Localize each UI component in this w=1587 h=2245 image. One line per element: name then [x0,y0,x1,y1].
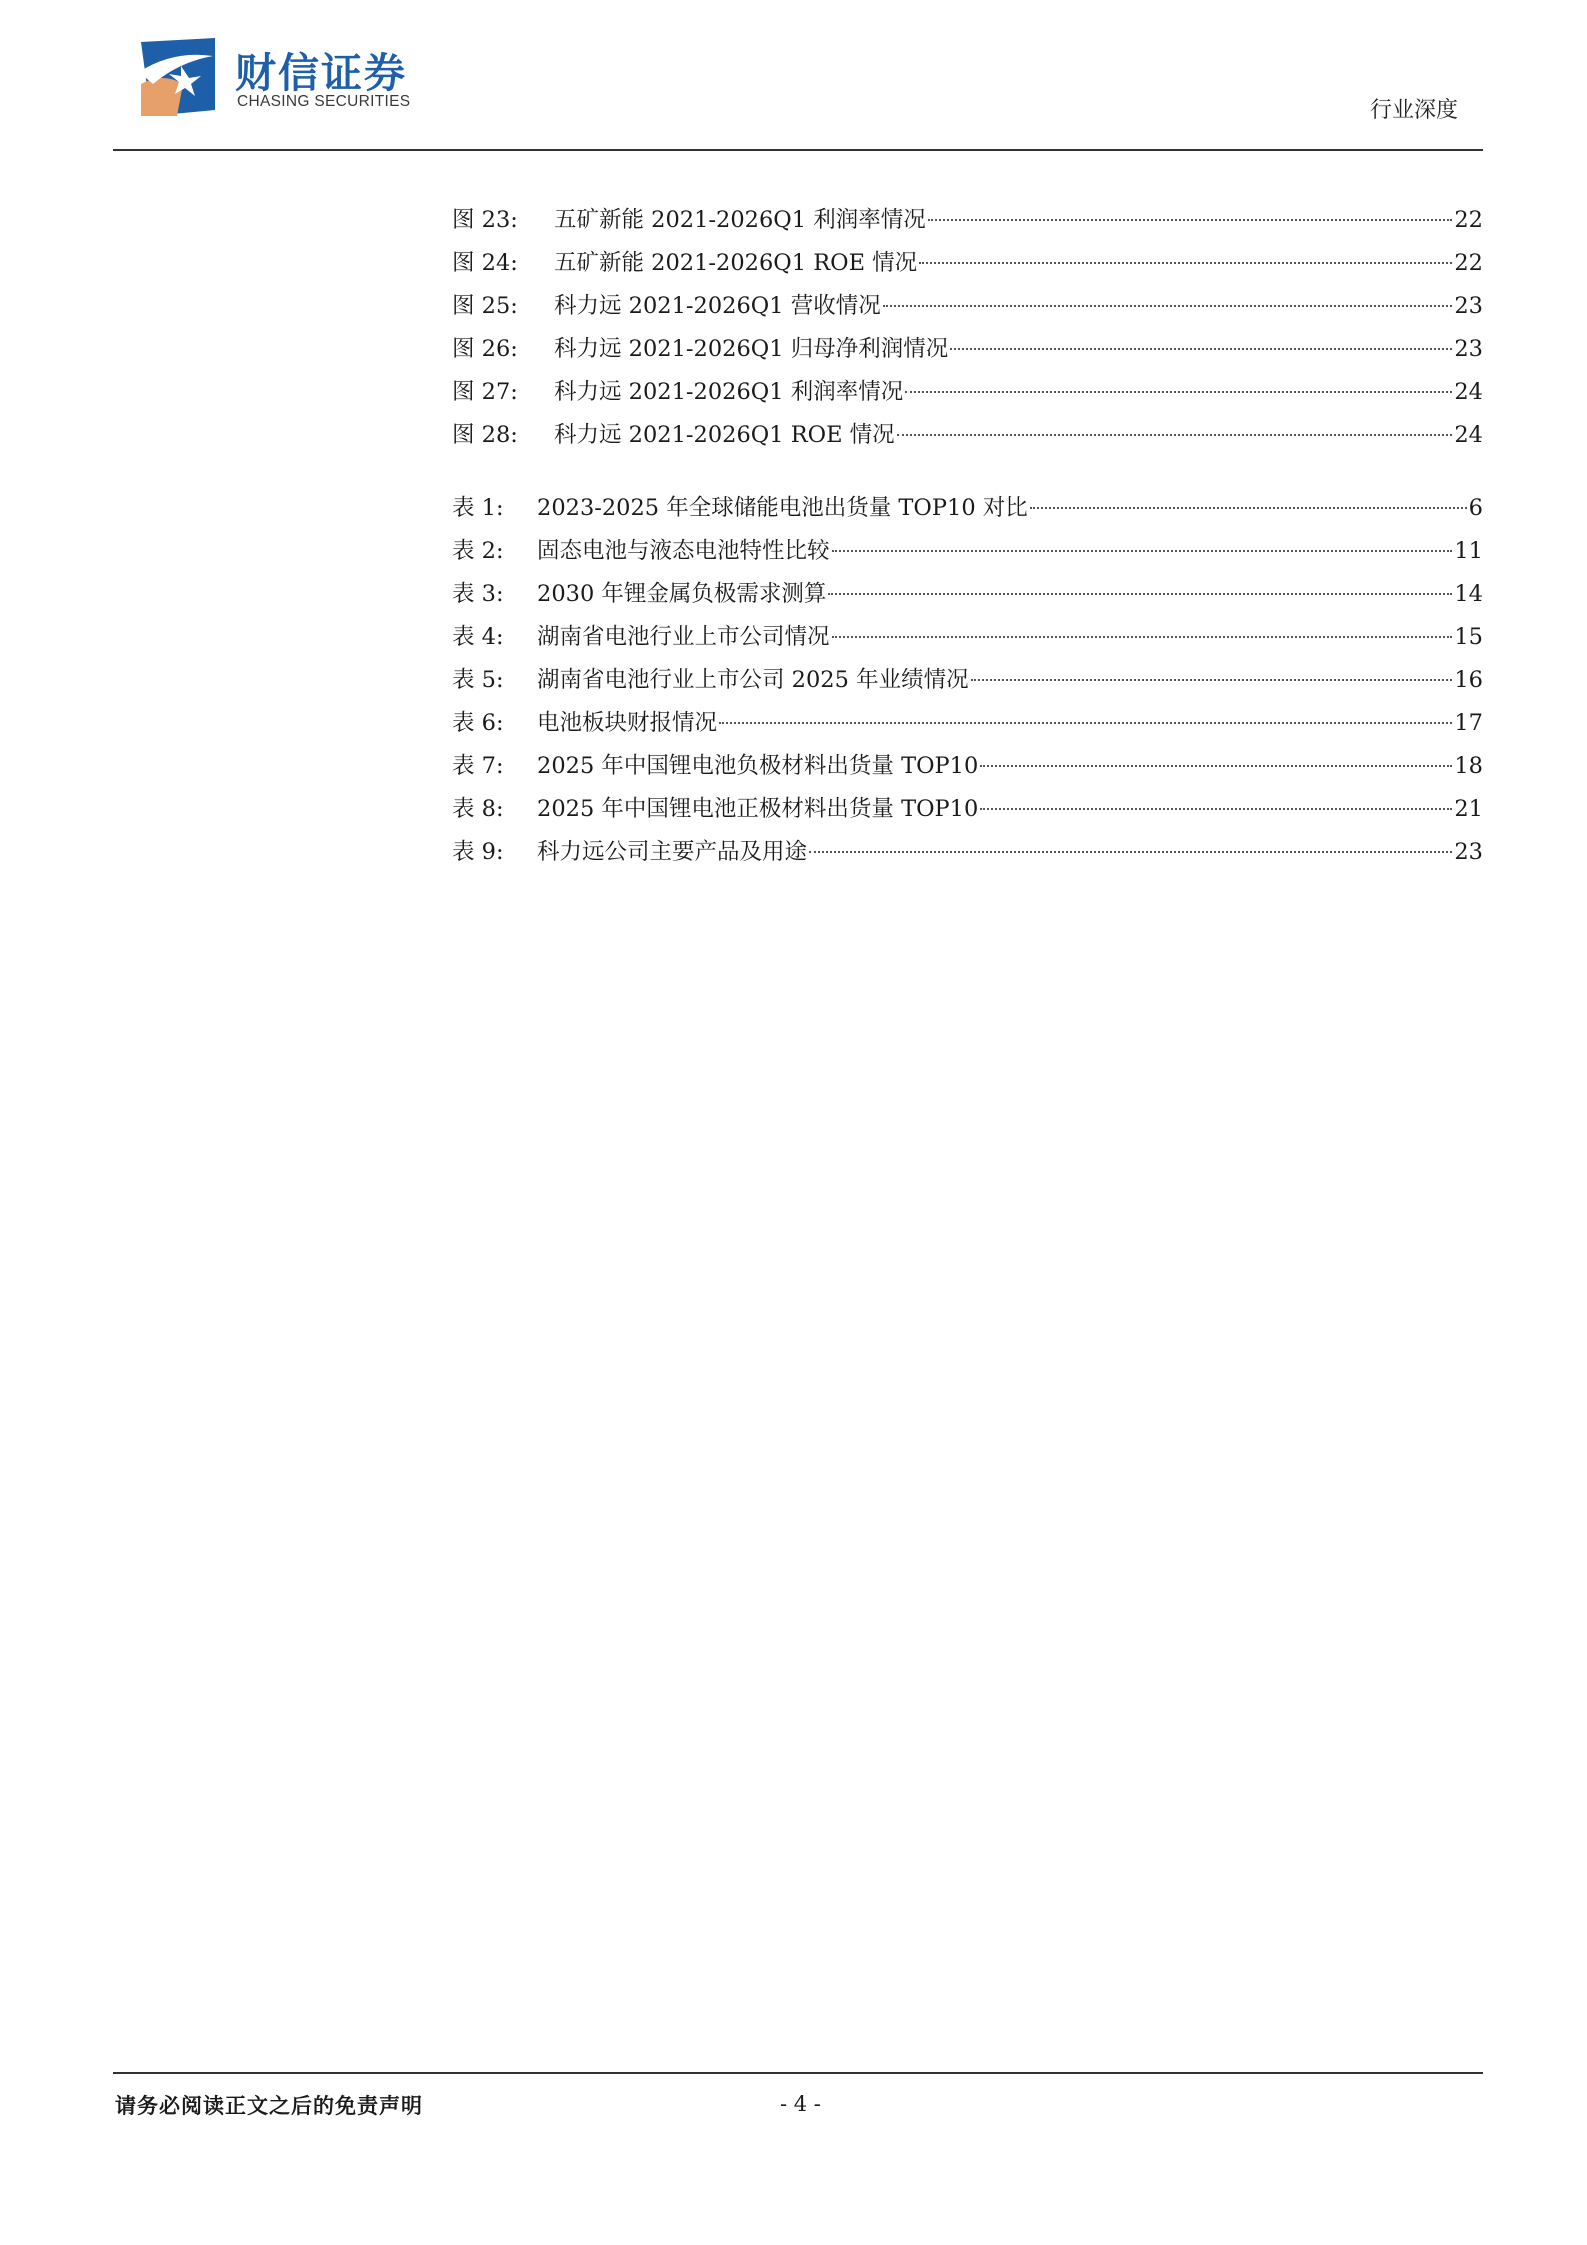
brand-name-en: CHASING SECURITIES [237,93,411,110]
footer-divider [113,2072,1483,2074]
toc-leader-dots [897,434,1453,436]
toc-entry-title: 2023-2025 年全球储能电池出货量 TOP10 对比 [537,495,1028,521]
toc-table-entry[interactable] [452,534,1483,568]
toc-entry-number: 表 2: [452,538,504,564]
toc-table-entry[interactable] [452,663,1483,697]
toc-entry-number: 表 3: [452,581,504,607]
toc-entry-number: 表 1: [452,495,504,521]
toc-figure-entry[interactable] [452,375,1483,409]
toc-entry-title: 湖南省电池行业上市公司情况 [537,624,830,650]
toc-entry-title: 五矿新能 2021-2026Q1 利润率情况 [554,207,926,233]
toc-leader-dots [883,305,1453,307]
page-number: - 4 - [780,2092,821,2116]
toc-entry-number: 表 9: [452,839,504,865]
toc-entry-page: 15 [1454,624,1483,650]
toc-leader-dots [809,851,1452,853]
toc-entry-page: 23 [1454,336,1483,362]
toc-figure-entry[interactable] [452,289,1483,323]
toc-figure-entry[interactable] [452,203,1483,237]
brand-name-cn: 财信证券 [235,49,407,97]
disclaimer-text: 请务必阅读正文之后的免责声明 [115,2093,423,2118]
toc-leader-dots [832,636,1453,638]
toc-leader-dots [971,679,1453,681]
toc-figure-entry[interactable] [452,418,1483,452]
toc-entry-title: 科力远公司主要产品及用途 [537,839,808,865]
toc-entry-page: 6 [1468,495,1483,521]
toc-entry-number: 图 26: [452,336,518,362]
toc-entry-page: 23 [1454,839,1483,865]
toc-entry-page: 23 [1454,293,1483,319]
toc-entry-title: 科力远 2021-2026Q1 营收情况 [554,293,881,319]
toc-leader-dots [1030,507,1467,509]
page-header [113,30,1483,150]
toc-leader-dots [919,262,1452,264]
toc-entry-title: 2030 年锂金属负极需求测算 [537,581,827,607]
toc-table-entry[interactable] [452,491,1483,525]
toc-entry-title: 电池板块财报情况 [537,710,718,736]
toc-entry-title: 科力远 2021-2026Q1 利润率情况 [554,379,904,405]
toc-leader-dots [980,808,1452,810]
toc-entry-number: 图 28: [452,422,518,448]
toc-entry-number: 表 5: [452,667,504,693]
toc-entry-title: 2025 年中国锂电池负极材料出货量 TOP10 [537,753,979,779]
toc-entry-page: 22 [1454,207,1483,233]
toc-figure-entry[interactable] [452,332,1483,366]
toc-entry-title: 科力远 2021-2026Q1 ROE 情况 [554,422,895,448]
toc-table-entry[interactable] [452,706,1483,740]
toc-entry-page: 22 [1454,250,1483,276]
toc-table-entry[interactable] [452,577,1483,611]
toc-entry-number: 表 6: [452,710,504,736]
toc-leader-dots [928,219,1453,221]
toc-leader-dots [905,391,1452,393]
toc-entry-page: 24 [1454,379,1483,405]
toc-leader-dots [832,550,1453,552]
toc-entry-page: 14 [1454,581,1483,607]
toc-leader-dots [719,722,1452,724]
toc-entry-title: 固态电池与液态电池特性比较 [537,538,830,564]
toc-entry-page: 16 [1454,667,1483,693]
toc-table-entry[interactable] [452,792,1483,826]
toc-leader-dots [828,593,1452,595]
toc-entry-title: 科力远 2021-2026Q1 归母净利润情况 [554,336,949,362]
toc-entry-page: 17 [1454,710,1483,736]
toc-entry-number: 图 23: [452,207,518,233]
toc-entry-page: 11 [1454,538,1483,564]
toc-entry-title: 湖南省电池行业上市公司 2025 年业绩情况 [537,667,969,693]
toc-table-entry[interactable] [452,749,1483,783]
toc-entry-number: 图 24: [452,250,518,276]
toc-entry-page: 21 [1454,796,1483,822]
toc-table-entry[interactable] [452,620,1483,654]
toc-entry-number: 表 8: [452,796,504,822]
toc-entry-title: 五矿新能 2021-2026Q1 ROE 情况 [554,250,918,276]
toc-figure-entry[interactable] [452,246,1483,280]
toc-entry-page: 24 [1454,422,1483,448]
toc-leader-dots [980,765,1452,767]
toc-table-entry[interactable] [452,835,1483,869]
toc-entry-number: 图 25: [452,293,518,319]
toc-entry-number: 表 7: [452,753,504,779]
toc-entry-page: 18 [1454,753,1483,779]
header-divider [113,149,1483,151]
toc-leader-dots [950,348,1452,350]
toc-entry-number: 表 4: [452,624,504,650]
toc-entry-title: 2025 年中国锂电池正极材料出货量 TOP10 [537,796,979,822]
report-type-label: 行业深度 [1369,98,1458,123]
toc-entry-number: 图 27: [452,379,518,405]
chasing-securities-logo-icon [133,32,223,122]
